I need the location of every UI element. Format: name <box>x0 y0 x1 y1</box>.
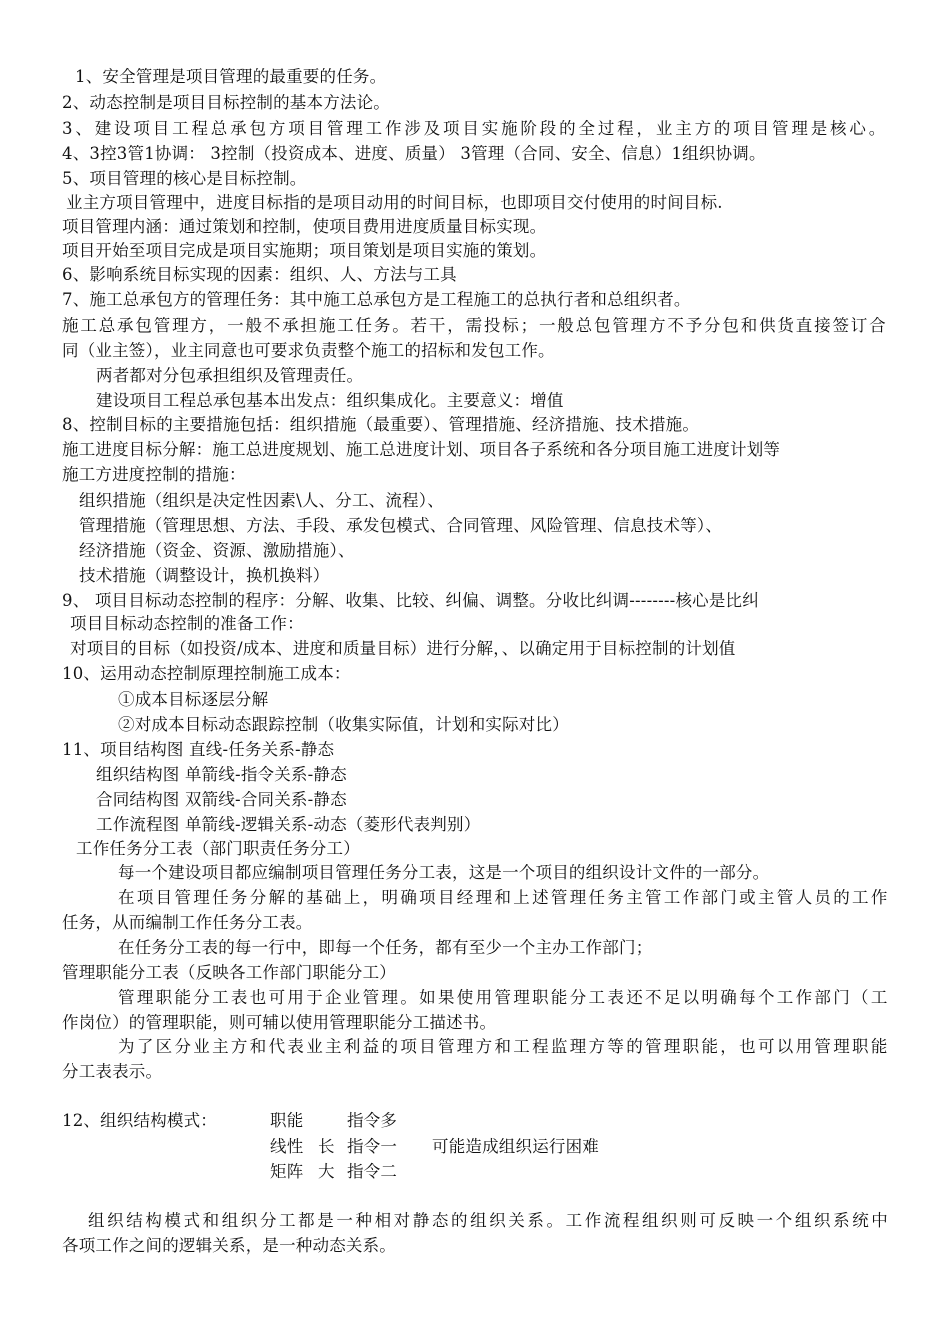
text-line: 合同结构图 双箭线-合同关系-静态 <box>96 790 347 809</box>
text-line: 1、安全管理是项目管理的最重要的任务。 <box>75 67 387 86</box>
text-line: 项目开始至项目完成是项目实施期；项目策划是项目实施的策划。 <box>62 241 547 260</box>
org-mode-span: 长 <box>318 1137 335 1156</box>
org-structure-heading: 12、组织结构模式： <box>62 1111 217 1130</box>
text-line: 作岗位）的管理职能，则可辅以使用管理职能分工描述书。 <box>62 1013 497 1032</box>
text-line: 7、施工总承包方的管理任务：其中施工总承包方是工程施工的总执行者和总组织者。 <box>62 290 691 309</box>
text-line: ①成本目标逐层分解 <box>118 690 269 709</box>
text-line: 组织结构图 单箭线-指令关系-静态 <box>96 765 347 784</box>
text-line: 两者都对分包承担组织及管理责任。 <box>96 366 364 385</box>
text-line: 在任务分工表的每一行中，即每一个任务，都有至少一个主办工作部门； <box>118 938 653 957</box>
text-line: ②对成本目标动态跟踪控制（收集实际值，计划和实际对比） <box>118 715 569 734</box>
text-line: 2、动态控制是项目目标控制的基本方法论。 <box>62 93 390 112</box>
org-mode-span: 大 <box>318 1162 335 1181</box>
text-line: 8、控制目标的主要措施包括：组织措施（最重要）、管理措施、经济措施、技术措施。 <box>62 415 700 434</box>
text-line: 工作流程图 单箭线-逻辑关系-动态（菱形代表判别） <box>96 815 481 834</box>
text-line: 管理措施（管理思想、方法、手段、承发包模式、合同管理、风险管理、信息技术等）、 <box>79 516 723 535</box>
text-line: 技术措施（调整设计，换机换料） <box>79 566 330 585</box>
text-line: 建设项目工程总承包基本出发点：组织集成化。主要意义：增值 <box>96 391 564 410</box>
text-line: 对项目的目标（如投资/成本、进度和质量目标）进行分解，、以确定用于目标控制的计划值 <box>70 639 736 658</box>
text-line: 3、建设项目工程总承包方项目管理工作涉及项目实施阶段的全过程，业主方的项目管理是核心。 <box>62 119 889 138</box>
org-mode-name: 矩阵 <box>270 1162 304 1181</box>
org-mode-command: 指令多 <box>347 1111 398 1130</box>
text-line: 管理职能分工表（反映各工作部门职能分工） <box>62 963 396 982</box>
org-mode-name: 职能 <box>270 1111 304 1130</box>
text-line: 经济措施（资金、资源、激励措施）、 <box>79 541 355 560</box>
text-line: 为了区分业主方和代表业主利益的项目管理方和工程监理方等的管理职能，也可以用管理职能 <box>118 1037 890 1056</box>
text-line: 各项工作之间的逻辑关系，是一种动态关系。 <box>62 1236 396 1255</box>
text-line: 9、 项目目标动态控制的程序：分解、收集、比较、纠偏、调整。分收比纠调--------核心是比纠 <box>62 591 759 610</box>
text-line: 组织措施（组织是决定性因素\人、分工、流程）、 <box>79 491 444 510</box>
text-line: 11、项目结构图 直线-任务关系-静态 <box>62 740 335 759</box>
text-line: 组织结构模式和组织分工都是一种相对静态的组织关系。工作流程组织则可反映一个组织系统中 <box>88 1211 891 1230</box>
text-line: 项目管理内涵：通过策划和控制，使项目费用进度质量目标实现。 <box>62 217 547 236</box>
text-line: 施工进度目标分解：施工总进度规划、施工总进度计划、项目各子系统和各分项目施工进度计划等 <box>62 440 781 459</box>
text-line: 10、运用动态控制原理控制施工成本： <box>62 664 351 683</box>
org-mode-name: 线性 <box>270 1137 304 1156</box>
org-mode-note: 可能造成组织运行困难 <box>432 1137 599 1156</box>
text-line: 每一个建设项目都应编制项目管理任务分工表，这是一个项目的组织设计文件的一部分。 <box>118 863 770 882</box>
text-line: 施工总承包管理方，一般不承担施工任务。若干，需投标；一般总包管理方不予分包和供货直接签订合 <box>62 316 888 335</box>
text-line: 项目目标动态控制的准备工作： <box>70 614 304 633</box>
text-line: 分工表表示。 <box>62 1062 163 1081</box>
text-line: 任务，从而编制工作任务分工表。 <box>62 913 313 932</box>
text-line: 同（业主签），业主同意也可要求负责整个施工的招标和发包工作。 <box>62 341 555 360</box>
text-line: 在项目管理任务分解的基础上，明确项目经理和上述管理任务主管工作部门或主管人员的工作 <box>118 888 890 907</box>
text-line: 管理职能分工表也可用于企业管理。如果使用管理职能分工表还不足以明确每个工作部门（工 <box>118 988 890 1007</box>
text-line: 4、3控3管1协调： 3控制（投资成本、进度、质量） 3管理（合同、安全、信息）1组织协调。 <box>62 144 766 163</box>
text-line: 施工方进度控制的措施： <box>62 465 246 484</box>
text-line: 业主方项目管理中，进度目标指的是项目动用的时间目标，也即项目交付使用的时间目标. <box>66 193 723 212</box>
org-mode-command: 指令一 <box>347 1137 398 1156</box>
text-line: 工作任务分工表（部门职责任务分工） <box>76 839 360 858</box>
text-line: 5、项目管理的核心是目标控制。 <box>62 169 307 188</box>
org-mode-command: 指令二 <box>347 1162 398 1181</box>
text-line: 6、影响系统目标实现的因素：组织、人、方法与工具 <box>62 265 457 284</box>
